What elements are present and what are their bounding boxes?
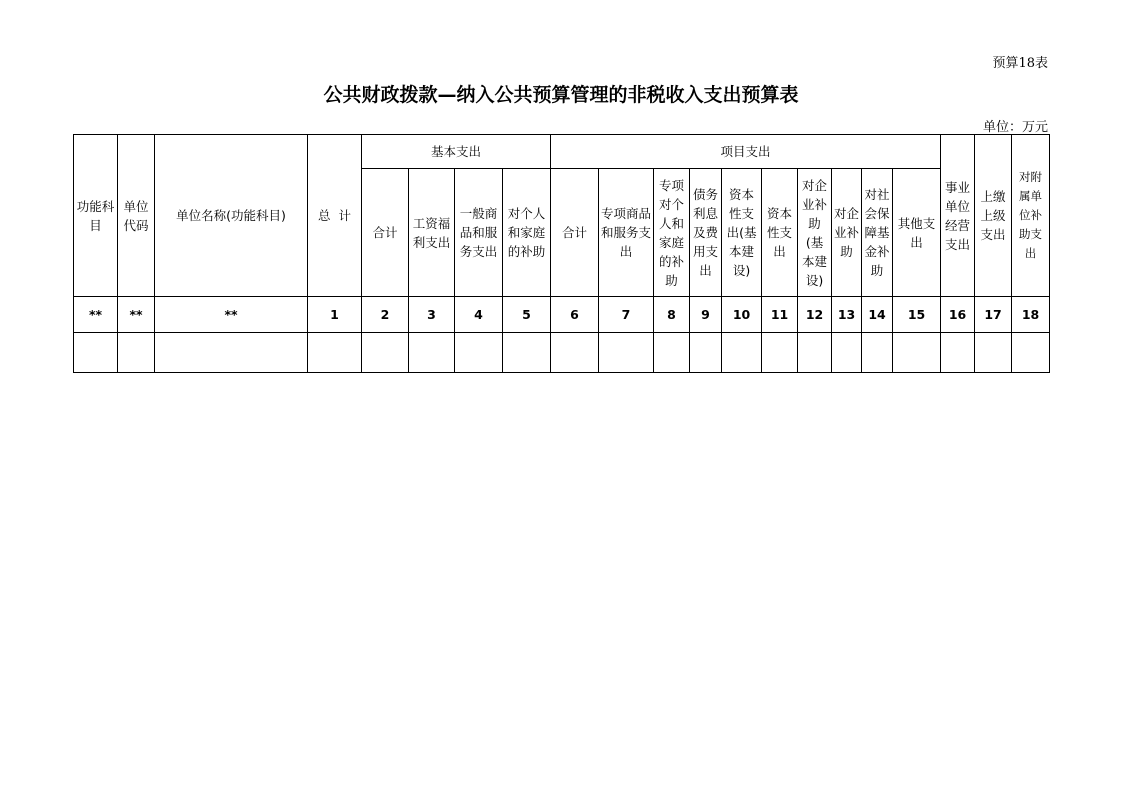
data-cell [308,333,362,373]
index-cell: 7 [599,297,654,333]
header-project-col: 合计 [551,169,599,297]
data-cell [862,333,893,373]
index-cell: 18 [1012,297,1050,333]
index-cell: 9 [690,297,722,333]
form-number: 预算18表 [992,56,1048,71]
header-project-col: 对企业补助(基本建设) [798,169,832,297]
data-cell [654,333,690,373]
data-cell [893,333,941,373]
header-basic-expenditure: 基本支出 [362,135,551,169]
data-cell [74,333,118,373]
page-title: 公共财政拨款—纳入公共预算管理的非税收入支出预算表 [323,84,799,106]
header-unit-code: 单位代码 [118,135,155,297]
index-cell: 1 [308,297,362,333]
data-cell [1012,333,1050,373]
header-basic-col: 合计 [362,169,409,297]
header-project-expenditure: 项目支出 [551,135,941,169]
data-cell [975,333,1012,373]
header-project-col: 债务利息及费用支出 [690,169,722,297]
index-cell: 10 [722,297,762,333]
data-cell [798,333,832,373]
header-project-col: 专项对个人和家庭的补助 [654,169,690,297]
header-project-col: 其他支出 [893,169,941,297]
header-project-col: 资本性支出(基本建设) [722,169,762,297]
index-cell: 11 [762,297,798,333]
header-tail-col: 上缴上级支出 [975,135,1012,297]
data-cell [503,333,551,373]
header-basic-col: 对个人和家庭的补助 [503,169,551,297]
data-cell [362,333,409,373]
header-row-groups [74,135,1050,169]
data-cell [832,333,862,373]
index-cell: 4 [455,297,503,333]
index-cell: 15 [893,297,941,333]
header-unit-name: 单位名称(功能科目) [155,135,308,297]
index-cell: ** [118,297,155,333]
index-cell: 5 [503,297,551,333]
data-cell [118,333,155,373]
data-cell [690,333,722,373]
header-project-col: 对企业补助 [832,169,862,297]
index-cell: 17 [975,297,1012,333]
header-tail-col: 对附属单位补助支出 [1012,135,1050,297]
data-cell [409,333,455,373]
index-cell: ** [74,297,118,333]
unit-label: 单位：万元 [982,120,1048,135]
header-project-col: 对社会保障基金补助 [862,169,893,297]
data-cell [762,333,798,373]
header-total: 总 计 [308,135,362,297]
header-func-subject: 功能科目 [74,135,118,297]
index-cell: 16 [941,297,975,333]
header-project-col: 资本性支出 [762,169,798,297]
data-row-empty [74,333,1050,373]
data-cell [941,333,975,373]
budget-table [73,134,1050,373]
data-cell [722,333,762,373]
index-cell: 2 [362,297,409,333]
index-cell: 6 [551,297,599,333]
header-tail-col: 事业单位经营支出 [941,135,975,297]
index-cell: 12 [798,297,832,333]
header-basic-col: 一般商品和服务支出 [455,169,503,297]
data-cell [455,333,503,373]
header-project-col: 专项商品和服务支出 [599,169,654,297]
data-cell [551,333,599,373]
index-cell: 8 [654,297,690,333]
index-row [74,297,1050,333]
data-cell [155,333,308,373]
header-basic-col: 工资福利支出 [409,169,455,297]
index-cell: 14 [862,297,893,333]
index-cell: 3 [409,297,455,333]
index-cell: 13 [832,297,862,333]
data-cell [599,333,654,373]
index-cell: ** [155,297,308,333]
